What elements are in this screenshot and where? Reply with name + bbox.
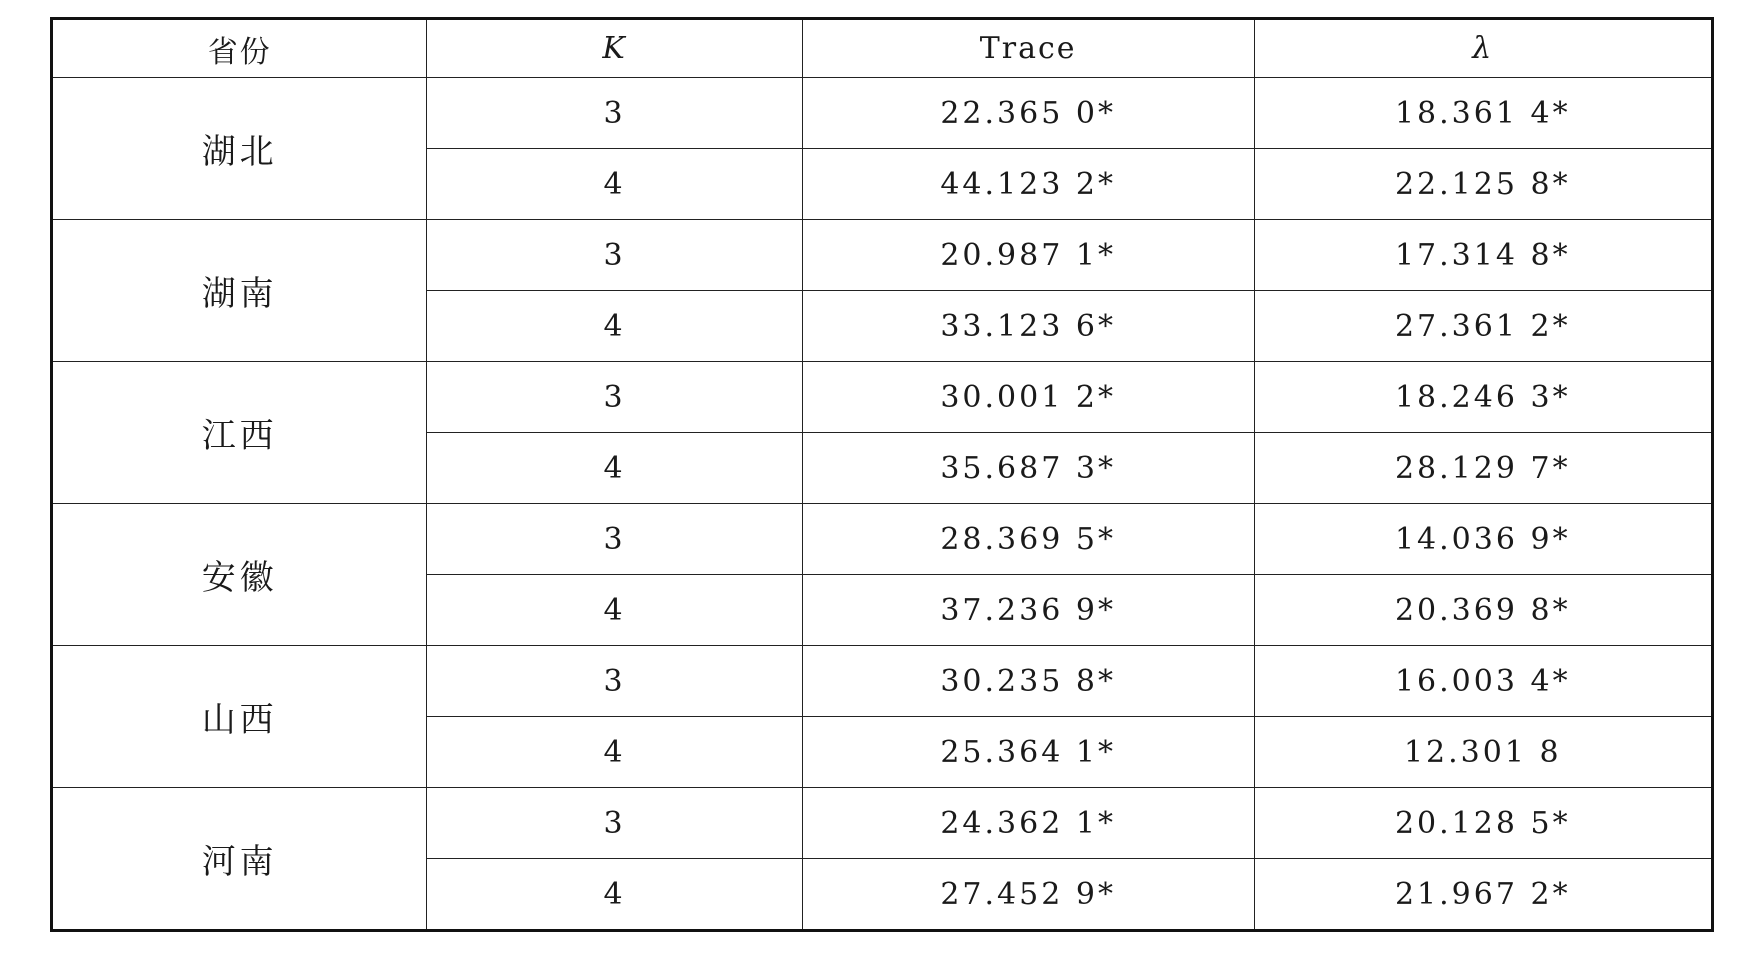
trace-cell: 20.987 1* <box>802 220 1254 291</box>
k-cell: 4 <box>427 149 802 220</box>
trace-cell: 44.123 2* <box>802 149 1254 220</box>
lambda-cell: 28.129 7* <box>1254 433 1712 504</box>
province-cell: 河南 <box>52 788 427 931</box>
lambda-cell: 27.361 2* <box>1254 291 1712 362</box>
lambda-cell: 16.003 4* <box>1254 646 1712 717</box>
cointegration-table-container <box>50 17 1714 932</box>
lambda-cell: 22.125 8* <box>1254 149 1712 220</box>
k-cell: 4 <box>427 717 802 788</box>
k-cell: 3 <box>427 362 802 433</box>
k-cell: 4 <box>427 433 802 504</box>
k-cell: 3 <box>427 504 802 575</box>
lambda-cell: 18.246 3* <box>1254 362 1712 433</box>
header-lambda: λ <box>1254 19 1712 78</box>
table-row <box>52 504 1713 575</box>
trace-cell: 30.001 2* <box>802 362 1254 433</box>
k-cell: 3 <box>427 78 802 149</box>
k-cell: 4 <box>427 859 802 931</box>
table-row <box>52 362 1713 433</box>
lambda-cell: 20.128 5* <box>1254 788 1712 859</box>
trace-cell: 25.364 1* <box>802 717 1254 788</box>
k-cell: 3 <box>427 646 802 717</box>
header-province: 省份 <box>52 19 427 78</box>
trace-cell: 24.362 1* <box>802 788 1254 859</box>
table-row <box>52 220 1713 291</box>
province-cell: 山西 <box>52 646 427 788</box>
k-cell: 3 <box>427 220 802 291</box>
table-body <box>52 78 1713 931</box>
province-cell: 湖北 <box>52 78 427 220</box>
header-row <box>52 19 1713 78</box>
table-row <box>52 78 1713 149</box>
lambda-cell: 20.369 8* <box>1254 575 1712 646</box>
table-header <box>52 19 1713 78</box>
lambda-cell: 12.301 8 <box>1254 717 1712 788</box>
trace-cell: 22.365 0* <box>802 78 1254 149</box>
table-row <box>52 646 1713 717</box>
cointegration-table <box>50 17 1714 932</box>
table-row <box>52 788 1713 859</box>
trace-cell: 33.123 6* <box>802 291 1254 362</box>
header-k: K <box>427 19 802 78</box>
trace-cell: 28.369 5* <box>802 504 1254 575</box>
trace-cell: 37.236 9* <box>802 575 1254 646</box>
k-cell: 4 <box>427 291 802 362</box>
province-cell: 湖南 <box>52 220 427 362</box>
k-cell: 3 <box>427 788 802 859</box>
lambda-cell: 18.361 4* <box>1254 78 1712 149</box>
k-cell: 4 <box>427 575 802 646</box>
lambda-cell: 17.314 8* <box>1254 220 1712 291</box>
trace-cell: 35.687 3* <box>802 433 1254 504</box>
trace-cell: 30.235 8* <box>802 646 1254 717</box>
header-trace: Trace <box>802 19 1254 78</box>
trace-cell: 27.452 9* <box>802 859 1254 931</box>
lambda-cell: 21.967 2* <box>1254 859 1712 931</box>
lambda-cell: 14.036 9* <box>1254 504 1712 575</box>
province-cell: 安徽 <box>52 504 427 646</box>
province-cell: 江西 <box>52 362 427 504</box>
